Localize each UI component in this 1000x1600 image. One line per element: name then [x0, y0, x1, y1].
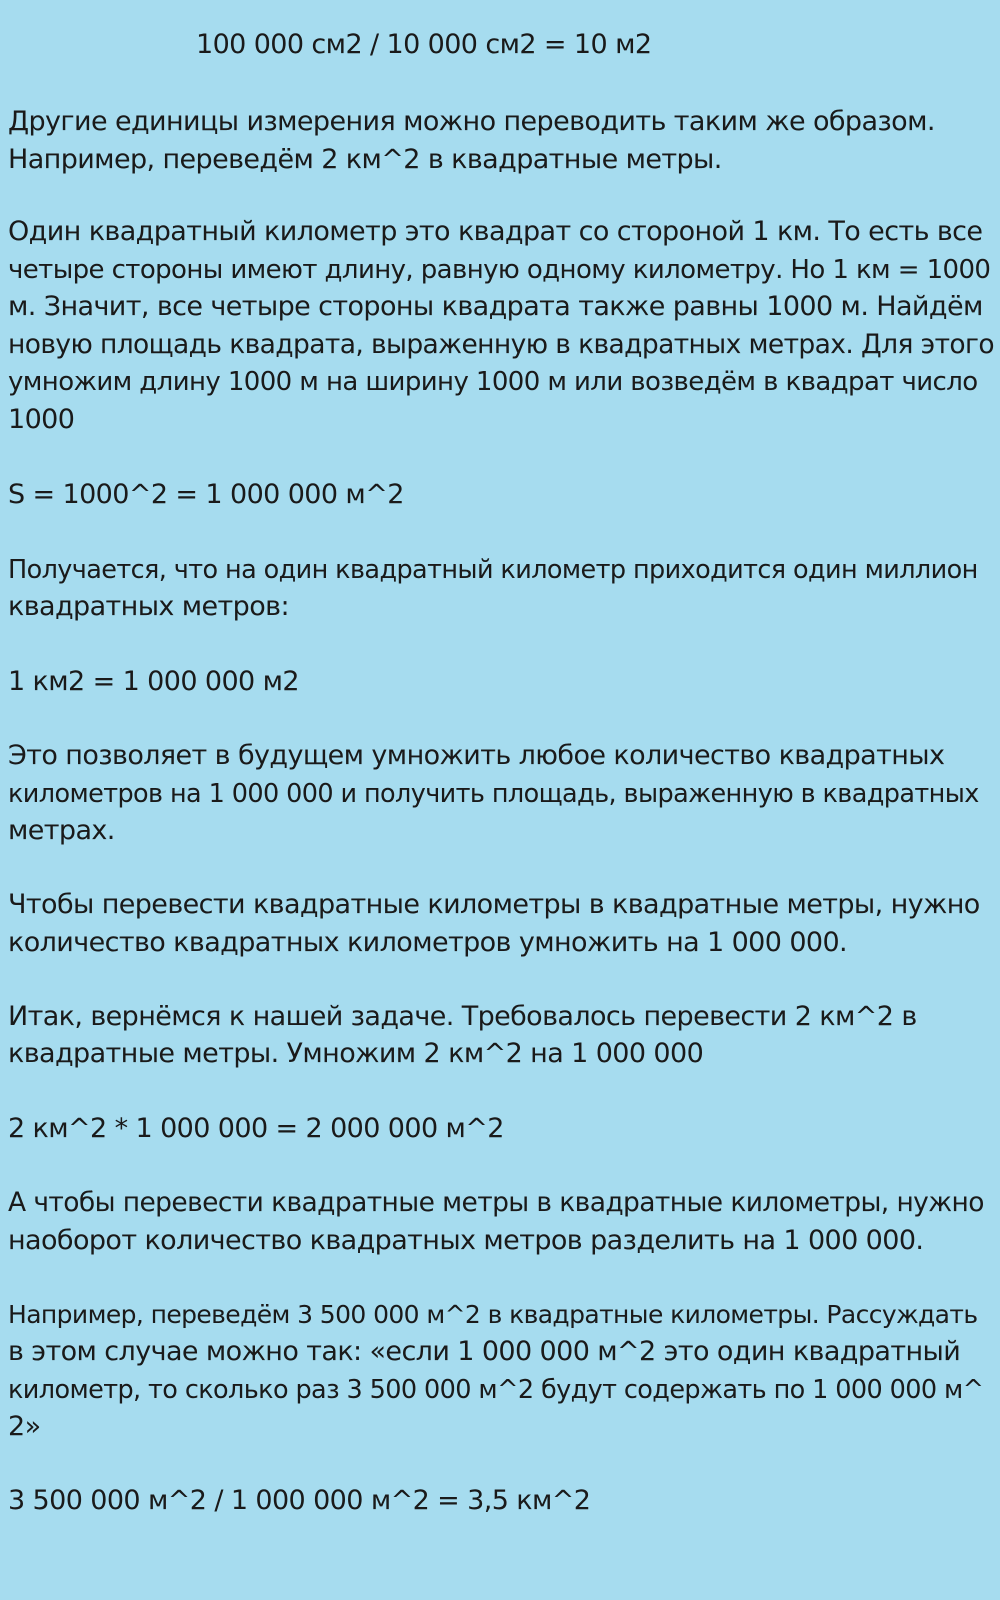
text-line: новую площадь квадрата, выраженную в квадратных метрах. Для этого: [8, 329, 994, 360]
text-line: количество квадратных километров умножить на 1 000 000.: [8, 927, 848, 958]
text-line: километров на 1 000 000 и получить площадь, выраженную в квадратных: [8, 779, 979, 809]
formula-line: 3 500 000 м^2 / 1 000 000 м^2 = 3,5 км^2: [8, 1485, 591, 1516]
text-line: 2»: [8, 1411, 41, 1442]
text-line: м. Значит, все четыре стороны квадрата также равны 1000 м. Найдём: [8, 291, 983, 322]
text-line: Например, переведём 3 500 000 м^2 в квадратные километры. Рассуждать: [8, 1300, 978, 1329]
text-line: Один квадратный километр это квадрат со стороной 1 км. То есть все: [8, 216, 983, 247]
text-line: четыре стороны имеют длину, равную одному километру. Но 1 км = 1000: [8, 255, 991, 285]
formula-line: 100 000 см2 / 10 000 см2 = 10 м2: [196, 29, 652, 60]
text-line: Чтобы перевести квадратные километры в квадратные метры, нужно: [8, 889, 980, 920]
text-line: наоборот количество квадратных метров разделить на 1 000 000.: [8, 1225, 924, 1256]
text-line: Например, переведём 2 км^2 в квадратные метры.: [8, 144, 722, 175]
text-line: километр, то сколько раз 3 500 000 м^2 будут содержать по 1 000 000 м^: [8, 1375, 984, 1405]
text-line: 1000: [8, 404, 75, 435]
text-line: умножим длину 1000 м на ширину 1000 м или возведём в квадрат число: [8, 367, 978, 397]
text-line: квадратные метры. Умножим 2 км^2 на 1 000 000: [8, 1038, 704, 1069]
formula-line: S = 1000^2 = 1 000 000 м^2: [8, 479, 404, 510]
text-line: в этом случае можно так: «если 1 000 000 м^2 это один квадратный: [8, 1336, 961, 1367]
text-line: Другие единицы измерения можно переводить таким же образом.: [8, 106, 935, 137]
text-line: квадратных метров:: [8, 591, 289, 622]
text-line: Итак, вернёмся к нашей задаче. Требовалось перевести 2 км^2 в: [8, 1001, 917, 1032]
text-line: Получается, что на один квадратный километр приходится один миллион: [8, 555, 978, 585]
text-line: Это позволяет в будущем умножить любое количество квадратных: [8, 740, 945, 771]
text-line: А чтобы перевести квадратные метры в квадратные километры, нужно: [8, 1187, 984, 1218]
formula-line: 2 км^2 * 1 000 000 = 2 000 000 м^2: [8, 1113, 504, 1144]
text-line: метрах.: [8, 815, 115, 846]
formula-line: 1 км2 = 1 000 000 м2: [8, 666, 299, 697]
